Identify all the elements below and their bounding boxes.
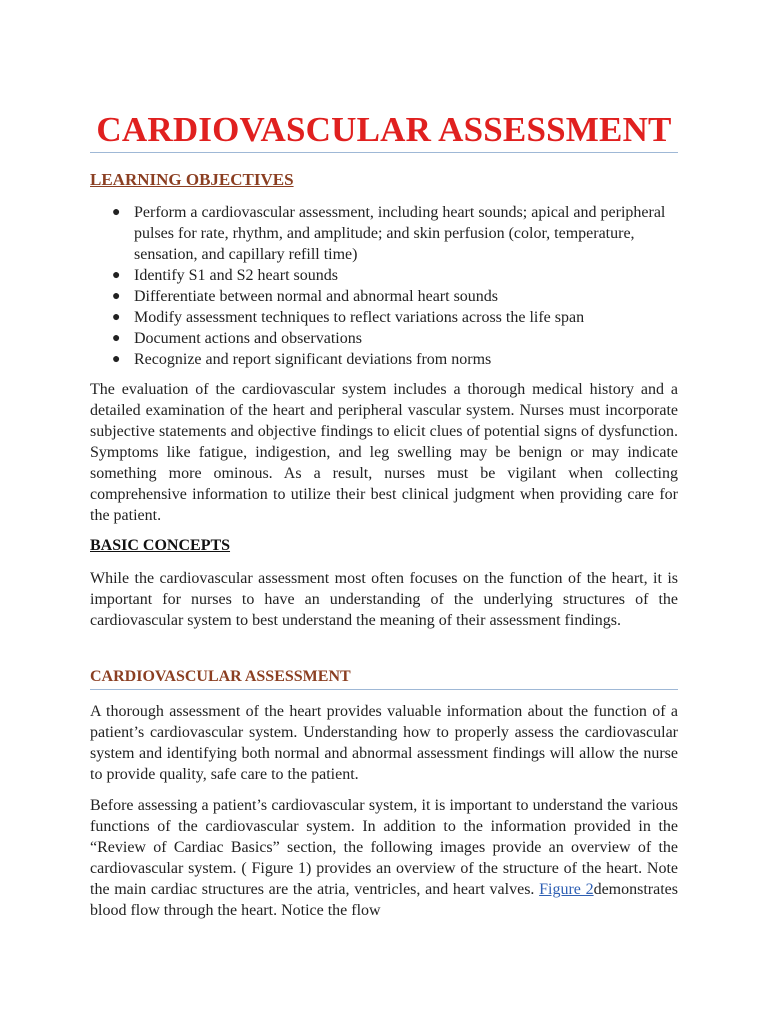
functions-paragraph: Before assessing a patient’s cardiovascular system, it is important to understand the various functions of the cardiovascular system. In addition to the information provided in the “Review of Cardiac Basics” section, the following images provide an overview of the cardiovascular system. ( Figure 1) provides an overview of the structure of the heart. Note the main cardiac structures are the atria, ventricles, and heart valves. Figure 2demonstrates blood flow through the heart. Notice the flow (90, 797, 678, 919)
list-item: ● Recognize and report significant deviations from norms (112, 351, 492, 368)
list-item: ● Modify assessment techniques to reflect variations across the life span (112, 309, 585, 326)
list-item: ● Differentiate between normal and abnormal heart sounds (112, 288, 499, 305)
bullet-icon: ● (112, 331, 121, 346)
section-divider (90, 689, 678, 690)
cardiovascular-assessment-heading: CARDIOVASCULAR ASSESSMENT (90, 668, 351, 685)
basic-concepts-heading: BASIC CONCEPTS (90, 537, 231, 554)
basic-concepts-paragraph: While the cardiovascular assessment most often focuses on the function of the heart, it is important for nurses to have an understanding of the underlying structures of the cardiovascular system to best understand the meaning of their assessment findings. (90, 570, 678, 629)
document-title: CARDIOVASCULAR ASSESSMENT (96, 110, 672, 149)
list-item: ● Identify S1 and S2 heart sounds (112, 267, 338, 284)
intro-paragraph: The evaluation of the cardiovascular system includes a thorough medical history and a detailed examination of the heart and peripheral vascular system. Nurses must incorporate subjective statements and objective findings to elicit clues of potential signs of dysfunction. Symptoms like fatigue, indigestion, and leg swelling may be benign or may indicate something more ominous. As a result, nurses must be vigilant when collecting comprehensive information to utilize their best clinical judgment when providing care for the patient. (90, 381, 678, 524)
title-divider (90, 152, 678, 153)
learning-objectives-list (108, 202, 680, 370)
list-item: ● Document actions and observations (112, 330, 362, 347)
bullet-icon: ● (112, 310, 121, 325)
bullet-icon: ● (112, 205, 121, 220)
list-item: ● Perform a cardiovascular assessment, including heart sounds; apical and peripheral pulses for rate, rhythm, and amplitude; and skin perfusion (color, temperature, sensation, and capillary refill time) (112, 204, 666, 263)
assessment-paragraph: A thorough assessment of the heart provides valuable information about the function of a patient’s cardiovascular system. Understanding how to properly assess the cardiovascular system and identifying both normal and abnormal assessment findings will allow the nurse to provide quality, safe care to the patient. (90, 703, 678, 783)
learning-objectives-heading: LEARNING OBJECTIVES (90, 170, 294, 189)
bullet-icon: ● (112, 289, 121, 304)
bullet-icon: ● (112, 268, 121, 283)
figure-2-link[interactable]: Figure 2 (539, 881, 594, 898)
bullet-icon: ● (112, 352, 121, 367)
